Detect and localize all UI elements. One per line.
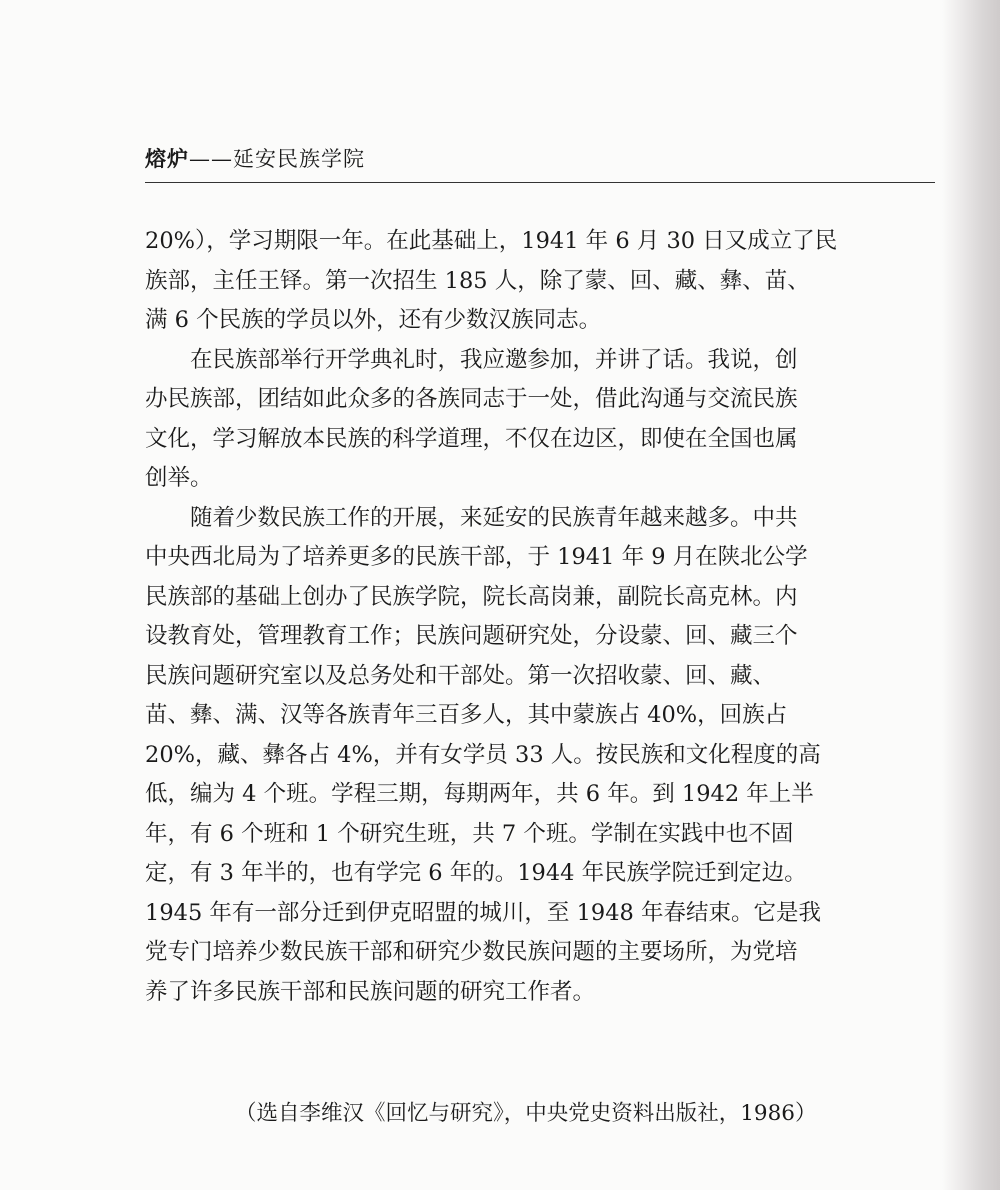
text-line: 族部，主任王铎。第一次招生 185 人，除了蒙、回、藏、彝、苗、: [145, 267, 810, 294]
header-title-rest: ——延安民族学院: [189, 147, 365, 171]
text-line: 低，编为 4 个班。学程三期，每期两年，共 6 年。到 1942 年上半: [145, 781, 814, 807]
text-line: 文化，学习解放本民族的科学道理，不仅在边区，即使在全国也属: [145, 425, 798, 452]
text-line: 随着少数民族工作的开展，来延安的民族青年越来越多。中共: [145, 504, 798, 531]
page-edge-shadow: [942, 0, 1000, 1190]
citation: （选自李维汉《回忆与研究》，中央党史资料出版社，1986）: [235, 1101, 817, 1126]
text-line: 满 6 个民族的学员以外，还有少数汉族同志。: [145, 307, 602, 333]
text-line: 党专门培养少数民族干部和研究少数民族问题的主要场所，为党培: [145, 939, 798, 965]
text-line: 设教育处，管理教育工作；民族问题研究处，分设蒙、回、藏三个: [145, 623, 798, 649]
header-title-bold: 熔炉: [145, 147, 189, 171]
text-line: 民族问题研究室以及总务处和干部处。第一次招收蒙、回、藏、: [145, 662, 776, 689]
text-line: 在民族部举行开学典礼时，我应邀参加，并讲了话。我说，创: [145, 346, 798, 373]
text-line: 中央西北局为了培养更多的民族干部，于 1941 年 9 月在陕北公学: [145, 544, 808, 570]
text-line: 养了许多民族干部和民族问题的研究工作者。: [145, 978, 596, 1005]
text-line: 民族部的基础上创办了民族学院，院长高岗兼，副院长高克林。内: [145, 583, 798, 610]
text-line: 1945 年有一部分迁到伊克昭盟的城川，至 1948 年春结束。它是我: [145, 899, 821, 926]
body-text: [145, 222, 935, 1012]
text-line: 20%，藏、彝各占 4%，并有女学员 33 人。按民族和文化程度的高: [145, 741, 821, 768]
header-title: [145, 142, 365, 176]
running-header: [145, 142, 935, 182]
text-line: 20%），学习期限一年。在此基础上，1941 年 6 月 30 日又成立了民: [145, 228, 838, 254]
text-line: 年，有 6 个班和 1 个研究生班，共 7 个班。学制在实践中也不固: [145, 820, 794, 847]
header-rule: [145, 182, 935, 183]
text-line: 办民族部，团结如此众多的各族同志于一处，借此沟通与交流民族: [145, 386, 798, 412]
text-line: 定，有 3 年半的，也有学完 6 年的。1944 年民族学院迁到定边。: [145, 860, 807, 886]
text-line: 创举。: [145, 465, 213, 491]
text-line: 苗、彝、满、汉等各族青年三百多人，其中蒙族占 40%，回族占: [145, 702, 788, 728]
